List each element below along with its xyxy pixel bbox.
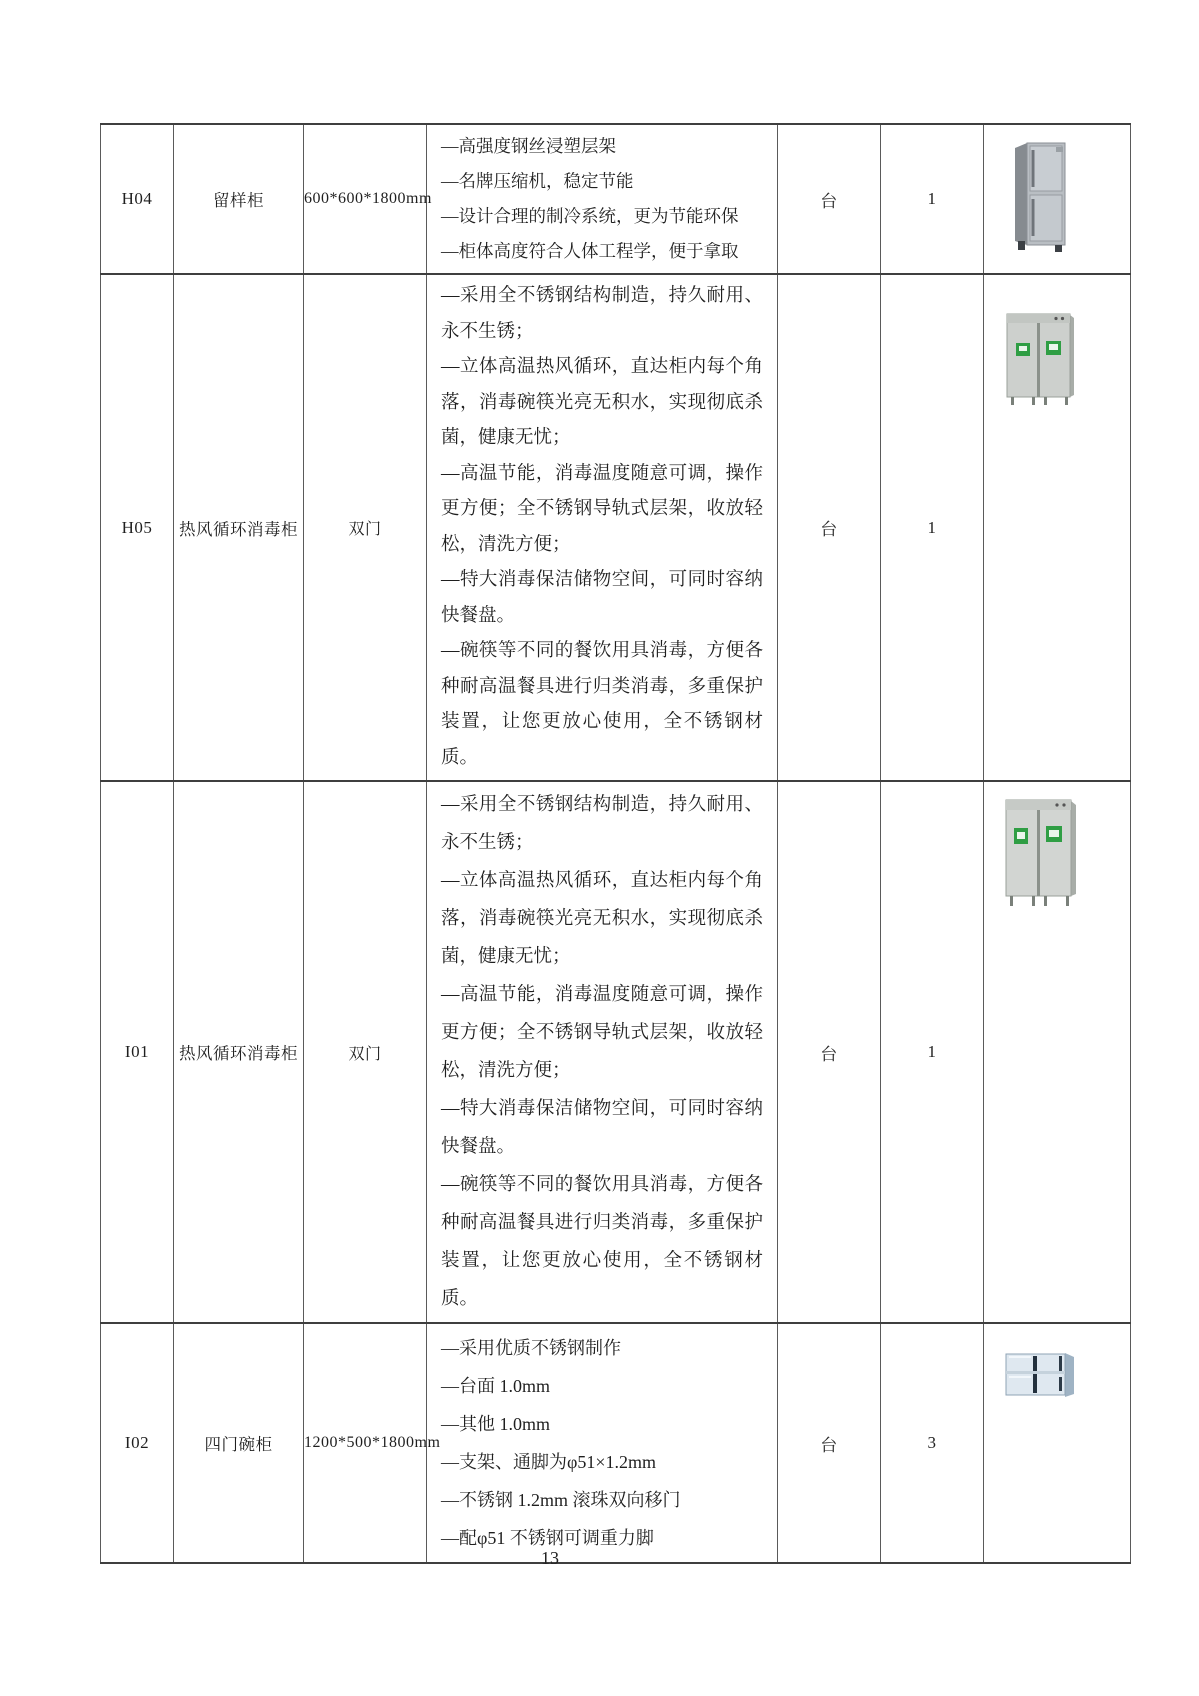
description-line: —特大消毒保洁储物空间，可同时容纳快餐盘。 xyxy=(441,1099,763,1157)
item-qty: 1 xyxy=(881,124,984,274)
item-photo-cell xyxy=(984,124,1131,274)
item-name: 留样柜 xyxy=(174,124,304,274)
item-unit: 台 xyxy=(778,124,881,274)
description-line: —采用优质不锈钢制作 xyxy=(441,1338,621,1358)
item-photo-cell xyxy=(984,1323,1131,1563)
description-line: —碗筷等不同的餐饮用具消毒，方便各种耐高温餐具进行归类消毒，多重保护装置，让您更放心使用，全不锈钢材质。 xyxy=(441,1175,763,1309)
description-line: —台面 1.0mm xyxy=(441,1376,551,1396)
item-qty: 3 xyxy=(881,1323,984,1563)
description-line: —特大消毒保洁储物空间，可同时容纳快餐盘。 xyxy=(441,570,763,626)
table-row xyxy=(101,274,1131,781)
description-line: —支架、通脚为φ51×1.2mm xyxy=(441,1452,657,1472)
item-id: H04 xyxy=(101,124,174,274)
description-line: —设计合理的制冷系统，更为节能环保 xyxy=(441,206,739,226)
description-line: —不锈钢 1.2mm 滚珠双向移门 xyxy=(441,1490,681,1510)
item-spec: 600*600*1800mm xyxy=(304,124,427,274)
double-door-disinfection-cabinet-photo xyxy=(1004,311,1076,412)
item-id: H05 xyxy=(101,274,174,781)
description-line: —高强度钢丝浸塑层架 xyxy=(441,136,616,156)
description-line: —配φ51 不锈钢可调重力脚 xyxy=(441,1528,654,1548)
description-line: —高温节能，消毒温度随意可调，操作更方便；全不锈钢导轨式层架，收放轻松，清洗方便； xyxy=(441,463,763,555)
stainless-sample-cabinet-photo xyxy=(1011,141,1069,258)
equipment-spec-table xyxy=(100,123,1131,1564)
item-id: I01 xyxy=(101,781,174,1323)
item-spec: 1200*500*1800mm xyxy=(304,1323,427,1563)
description-line: —立体高温热风循环，直达柜内每个角落，消毒碗筷光亮无积水，实现彻底杀菌，健康无忧； xyxy=(441,871,763,967)
table-row xyxy=(101,124,1131,274)
item-id: I02 xyxy=(101,1323,174,1563)
item-description xyxy=(427,1323,778,1563)
description-line: —名牌压缩机，稳定节能 xyxy=(441,171,634,191)
item-unit: 台 xyxy=(778,1323,881,1563)
item-unit: 台 xyxy=(778,781,881,1323)
four-door-cupboard-photo xyxy=(1003,1350,1077,1405)
table-row xyxy=(101,1323,1131,1563)
item-spec: 双门 xyxy=(304,274,427,781)
item-photo-cell xyxy=(984,781,1131,1323)
description-line: —其他 1.0mm xyxy=(441,1414,551,1434)
item-photo-cell xyxy=(984,274,1131,781)
item-qty: 1 xyxy=(881,781,984,1323)
item-description xyxy=(427,781,778,1323)
double-door-disinfection-cabinet-photo xyxy=(1002,796,1078,913)
item-name: 四门碗柜 xyxy=(174,1323,304,1563)
description-line: —采用全不锈钢结构制造，持久耐用、永不生锈； xyxy=(441,795,763,853)
description-line: —柜体高度符合人体工程学，便于拿取 xyxy=(441,241,739,261)
description-line: —碗筷等不同的餐饮用具消毒，方便各种耐高温餐具进行归类消毒，多重保护装置，让您更放心使用，全不锈钢材质。 xyxy=(441,641,763,768)
item-qty: 1 xyxy=(881,274,984,781)
table-row xyxy=(101,781,1131,1323)
item-spec: 双门 xyxy=(304,781,427,1323)
page-number: 13 xyxy=(541,1548,559,1568)
item-name: 热风循环消毒柜 xyxy=(174,781,304,1323)
item-description xyxy=(427,274,778,781)
item-description xyxy=(427,124,778,274)
item-name: 热风循环消毒柜 xyxy=(174,274,304,781)
description-line: —高温节能，消毒温度随意可调，操作更方便；全不锈钢导轨式层架，收放轻松，清洗方便； xyxy=(441,985,763,1081)
description-line: —采用全不锈钢结构制造，持久耐用、永不生锈； xyxy=(441,286,763,342)
item-unit: 台 xyxy=(778,274,881,781)
description-line: —立体高温热风循环，直达柜内每个角落，消毒碗筷光亮无积水，实现彻底杀菌，健康无忧； xyxy=(441,357,763,448)
